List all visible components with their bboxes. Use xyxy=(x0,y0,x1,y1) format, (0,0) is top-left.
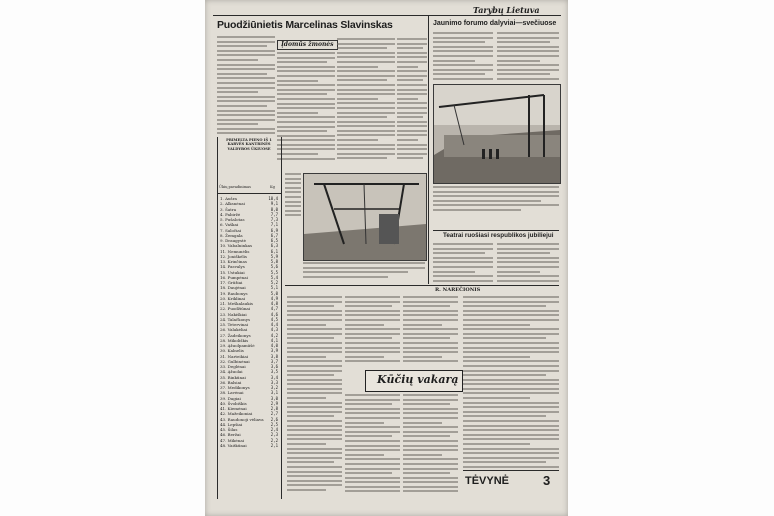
table-row xyxy=(217,411,280,415)
masthead-top: Tarybų Lietuva xyxy=(473,5,540,15)
table-cell-value: 2,9 xyxy=(270,400,278,406)
table-row xyxy=(217,228,280,232)
table-cell-value: 7,3 xyxy=(270,217,278,222)
table-cell-value: 3,9 xyxy=(270,348,278,354)
table-cell-value: 5,2 xyxy=(270,280,278,285)
table-row xyxy=(217,322,280,326)
table-cell-farm: 25. Tetervinai xyxy=(220,322,249,327)
table-row xyxy=(217,233,280,237)
table-row xyxy=(217,254,280,258)
table-cell-farm: 31. Narteikiai xyxy=(220,353,249,359)
newspaper-page xyxy=(205,0,568,516)
table-cell-value: 5,6 xyxy=(270,264,278,270)
table-cell-farm: 18. Daujėnai xyxy=(220,285,246,291)
table-cell-farm: 5. Pušalotas xyxy=(220,217,245,222)
table-cell-value: 2,5 xyxy=(270,421,278,427)
table-cell-value: 5,1 xyxy=(270,285,278,291)
table-header-rule xyxy=(217,193,281,194)
table-row xyxy=(217,380,280,384)
middle-column-c xyxy=(397,38,427,163)
table-row xyxy=(217,385,280,389)
table-row xyxy=(217,396,280,400)
table-row xyxy=(217,264,280,268)
table-row xyxy=(217,301,280,305)
table-row xyxy=(217,375,280,379)
table-cell-farm: 22. Puodžiūnai xyxy=(220,306,251,312)
table-row xyxy=(217,270,280,274)
table-cell-farm: 4. Pabiržė xyxy=(220,211,241,217)
table-row xyxy=(217,212,280,216)
table-cell-value: 2,2 xyxy=(270,437,278,443)
table-cell-farm: 48. Vaitkūnai xyxy=(220,442,247,448)
theatre-rule xyxy=(433,230,559,231)
table-cell-value: 4,6 xyxy=(270,311,278,317)
table-row xyxy=(217,338,280,342)
table-cell-farm: 24. Talačkonys xyxy=(220,316,250,322)
table-row xyxy=(217,443,280,447)
table-cell-value: 5,4 xyxy=(270,274,278,280)
table-row xyxy=(217,238,280,242)
table-cell-value: 5,5 xyxy=(270,269,278,275)
table-cell-value: 3,5 xyxy=(270,369,278,375)
table-cell-value: 3,8 xyxy=(270,353,278,359)
middle-rule xyxy=(285,285,559,286)
table-cell-value: 3,0 xyxy=(270,395,278,401)
construction-image xyxy=(434,85,560,183)
table-col2-header: Kg xyxy=(270,185,275,189)
table-row xyxy=(217,285,280,289)
table-cell-value: 3,1 xyxy=(270,390,278,396)
table-row xyxy=(217,249,280,253)
table-cell-farm: 19. Raubonys xyxy=(220,290,248,296)
bottom-rule xyxy=(463,470,559,471)
table-cell-value: 3,3 xyxy=(270,379,278,385)
table-cell-farm: 16. Pumpėnai xyxy=(220,274,248,280)
table-cell-value: 5,0 xyxy=(270,290,278,296)
milk-table xyxy=(217,196,281,451)
table-cell-farm: 38. Lavėnai xyxy=(220,390,244,396)
table-cell-value: 6,7 xyxy=(270,232,278,238)
middle-column-a xyxy=(277,52,335,162)
table-cell-farm: 14. Pasvalys xyxy=(220,264,245,270)
table-cell-value: 4,7 xyxy=(270,306,278,312)
table-row xyxy=(217,243,280,247)
table-cell-farm: 13. Krinčinas xyxy=(220,259,247,264)
table-cell-farm: 40. Švobiškis xyxy=(220,400,247,406)
feuilleton-author: R. NAREČIONIS xyxy=(435,287,481,293)
table-cell-farm: 44. Lepšiai xyxy=(220,421,243,427)
table-cell-value: 3,7 xyxy=(270,358,278,364)
page-number: 3 xyxy=(543,473,551,488)
feuilleton-title: Kūčių vakarą xyxy=(377,373,459,386)
table-cell-value: 10,4 xyxy=(268,196,278,201)
table-row xyxy=(217,291,280,295)
table-cell-farm: 12. Joniškėlis xyxy=(220,253,247,259)
feuilleton-column-2-top xyxy=(345,296,400,366)
feuilleton-column-3-top xyxy=(403,296,458,366)
feuilleton-column-3-bottom xyxy=(403,394,458,496)
table-cell-farm: 21. Meškalaukis xyxy=(220,301,253,306)
table-cell-farm: 29. Ąžuolpamūšė xyxy=(220,343,255,348)
feuilleton-column-2-bottom xyxy=(345,394,400,496)
rubric-label: Įdomūs žmonės xyxy=(277,40,338,50)
narrow-column xyxy=(285,173,301,283)
table-row xyxy=(217,369,280,373)
table-row xyxy=(217,401,280,405)
photo-scaffold xyxy=(303,173,427,261)
table-cell-farm: 6. Vaškai xyxy=(220,222,239,228)
photo-scaffold-caption xyxy=(303,262,425,284)
table-cell-farm: 7. Saločiai xyxy=(220,227,242,233)
top-rule xyxy=(213,15,561,16)
table-row xyxy=(217,417,280,421)
table-row xyxy=(217,406,280,410)
table-row xyxy=(217,306,280,310)
theatre-headline: Teatrai ruošiasi respublikos jubiliejui xyxy=(443,232,554,239)
table-cell-value: 3,2 xyxy=(270,385,278,390)
table-row xyxy=(217,280,280,284)
table-cell-value: 2,8 xyxy=(270,406,278,411)
table-cell-value: 2,4 xyxy=(270,427,278,432)
table-row xyxy=(217,427,280,431)
table-cell-value: 4,0 xyxy=(270,343,278,348)
section-divider xyxy=(428,16,429,284)
table-cell-value: 6,1 xyxy=(270,248,278,254)
table-cell-value: 4,2 xyxy=(270,332,278,338)
table-cell-farm: 28. Mikoliškis xyxy=(220,337,249,343)
table-cell-value: 7,7 xyxy=(270,211,278,217)
table-cell-farm: 46. Beržai xyxy=(220,432,241,438)
table-row xyxy=(217,207,280,211)
table-cell-farm: 26. Valakėliai xyxy=(220,327,248,333)
photo-construction-caption xyxy=(433,186,559,226)
middle-column-b xyxy=(337,38,395,163)
feuilleton-column-4 xyxy=(463,296,559,468)
table-row xyxy=(217,390,280,394)
table-cell-farm: 27. Žadeikonys xyxy=(220,332,251,338)
table-row xyxy=(217,327,280,331)
theatre-text-a xyxy=(433,243,493,283)
table-cell-farm: 42. Mažeikoniai xyxy=(220,411,253,417)
table-cell-value: 6,3 xyxy=(270,243,278,249)
table-row xyxy=(217,359,280,363)
table-cell-farm: 47. Mikėnai xyxy=(220,437,245,443)
table-row xyxy=(217,364,280,368)
youth-forum-text-b xyxy=(497,32,559,82)
table-cell-value: 6,9 xyxy=(270,227,278,233)
table-row xyxy=(217,217,280,221)
youth-forum-text-a xyxy=(433,32,493,82)
main-headline: Puodžiūnietis Marcelinas Slavinskas xyxy=(217,19,393,31)
table-cell-value: 5,9 xyxy=(270,253,278,259)
table-cell-value: 3,4 xyxy=(270,374,278,380)
table-cell-farm: 3. Šatra xyxy=(220,206,237,212)
table-cell-farm: 15. Ustukiai xyxy=(220,269,245,275)
table-cell-farm: 1. Aušra xyxy=(220,196,237,201)
table-cell-value: 6,5 xyxy=(270,238,278,243)
table-row xyxy=(217,275,280,279)
table-cell-farm: 39. Dagiai xyxy=(220,395,241,401)
photo-construction xyxy=(433,84,561,184)
table-cell-farm: 17. Grūžiai xyxy=(220,280,243,285)
table-cell-farm: 10. Vabalninkas xyxy=(220,243,253,249)
table-cell-value: 4,8 xyxy=(270,301,278,306)
table-cell-farm: 9. Draugystė xyxy=(220,238,247,243)
table-cell-value: 4,5 xyxy=(270,316,278,322)
table-cell-farm: 35. Rinkūnai xyxy=(220,374,246,380)
table-right-border xyxy=(281,137,282,499)
table-cell-value: 9,1 xyxy=(270,201,278,207)
table-row xyxy=(217,196,280,200)
table-cell-farm: 23. Nakiškiai xyxy=(220,311,247,317)
table-cell-value: 7,1 xyxy=(270,222,278,228)
table-cell-value: 2,6 xyxy=(270,416,278,422)
table-row xyxy=(217,333,280,337)
youth-forum-headline: Jaunimo forumo dalyviai—svečiuose xyxy=(433,20,557,27)
table-cell-farm: 34. Ąžuolai xyxy=(220,369,243,375)
table-cell-value: 4,9 xyxy=(270,295,278,301)
table-row xyxy=(217,312,280,316)
table-row xyxy=(217,296,280,300)
table-cell-value: 2,7 xyxy=(270,411,278,417)
table-cell-value: 8,0 xyxy=(270,206,278,212)
scaffold-image xyxy=(304,174,426,260)
table-row xyxy=(217,438,280,442)
table-cell-farm: 43. Raudonoji vėliava xyxy=(220,416,264,422)
table-col1-header: Ūkių pavadinimas xyxy=(219,185,251,189)
table-cell-farm: 33. Deglėnai xyxy=(220,364,246,369)
theatre-text-b xyxy=(497,243,559,283)
table-cell-value: 4,1 xyxy=(270,337,278,343)
table-cell-farm: 20. Kriklinai xyxy=(220,295,246,301)
table-cell-farm: 37. Medikonys xyxy=(220,385,250,390)
table-row xyxy=(217,259,280,263)
table-row xyxy=(217,348,280,352)
table-cell-farm: 41. Kiemėnai xyxy=(220,406,247,411)
table-cell-value: 3,6 xyxy=(270,364,278,369)
table-cell-farm: 8. Žemgala xyxy=(220,232,243,238)
table-cell-farm: 32. Gulbinėnai xyxy=(220,358,250,364)
table-row xyxy=(217,222,280,226)
table-row xyxy=(217,317,280,321)
feuilleton-column-1 xyxy=(287,296,342,496)
table-cell-value: 5,8 xyxy=(270,259,278,264)
table-row xyxy=(217,422,280,426)
table-cell-value: 4,4 xyxy=(270,322,278,327)
table-row xyxy=(217,201,280,205)
table-row xyxy=(217,343,280,347)
table-cell-value: 4,3 xyxy=(270,327,278,333)
table-cell-value: 2,3 xyxy=(270,432,278,438)
table-cell-value: 2,1 xyxy=(270,442,278,448)
masthead-bottom: TĖVYNĖ xyxy=(465,475,510,487)
table-cell-farm: 30. Kalnelis xyxy=(220,348,244,354)
table-cell-farm: 45. Šilas xyxy=(220,427,238,432)
table-cell-farm: 11. Nemunėlis xyxy=(220,248,250,254)
table-row xyxy=(217,432,280,436)
left-column-text xyxy=(217,36,275,136)
table-row xyxy=(217,354,280,358)
table-cell-farm: 2. Alksnėnai xyxy=(220,201,245,207)
table-title: PRIMELTA PIENO IŠ 1 KARVĖS KANTRINĖS VALDYBOS ŪKIUOSE xyxy=(226,138,272,151)
table-cell-farm: 36. Balsiai xyxy=(220,379,242,385)
